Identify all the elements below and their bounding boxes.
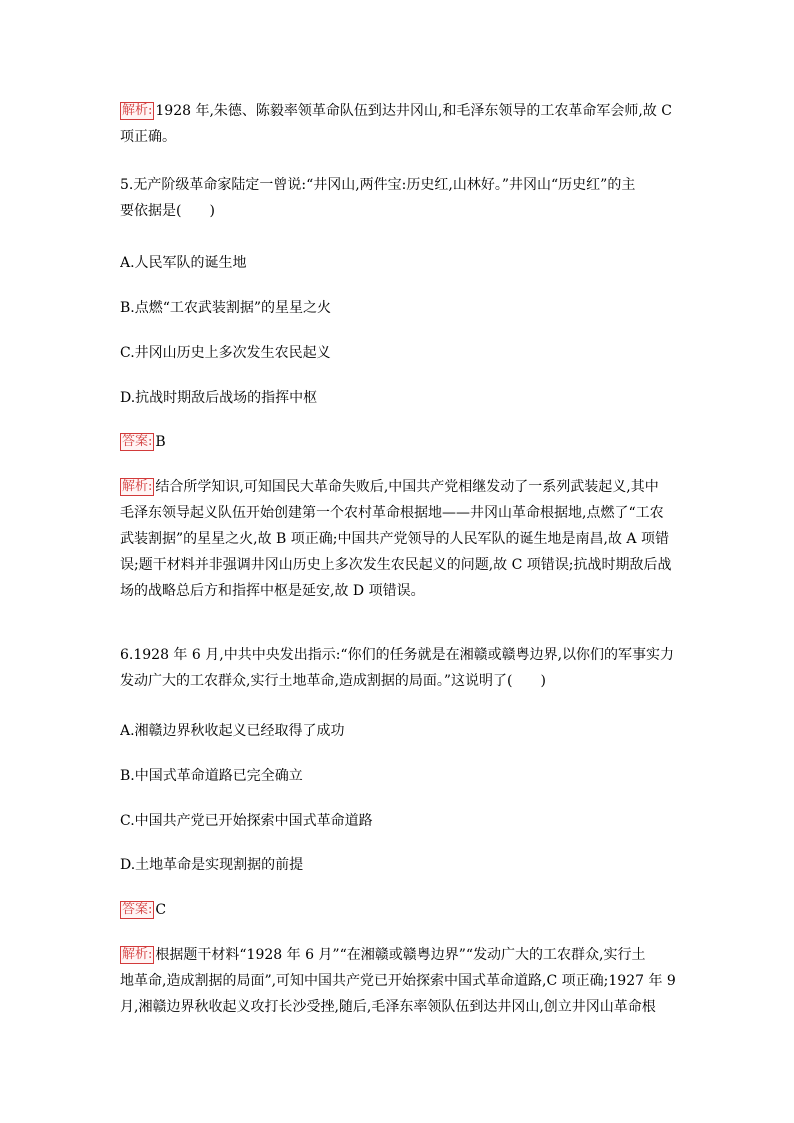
answer-line-q6 (120, 897, 680, 923)
analysis-block-q6 (120, 942, 680, 1020)
option-a: A.湘赣边界秋收起义已经取得了成功 (120, 723, 345, 739)
text-line: 月,湘赣边界秋收起义攻打长沙受挫,随后,毛泽东率领队伍到达井冈山,创立井冈山革命根 (120, 999, 656, 1015)
answer-value: B (155, 434, 166, 450)
option-c: C.井冈山历史上多次发生农民起义 (120, 345, 331, 361)
analysis-tag: 解析: (122, 103, 153, 118)
analysis-block-q5 (120, 474, 680, 604)
text-line: 毛泽东领导起义队伍开始创建第一个农村革命根据地——井冈山革命根据地,点燃了“工农 (120, 505, 664, 521)
text-line: 项正确。 (120, 129, 176, 145)
text-line: 场的战略总后方和指挥中枢是延安,故 D 项错误。 (120, 583, 425, 599)
answer-tag: 答案: (122, 902, 153, 917)
question-5 (120, 172, 680, 224)
analysis-tag: 解析: (122, 479, 153, 494)
question-line: 发动广大的工农群众,实行土地革命,造成割据的局面。”这说明了( ) (120, 673, 546, 689)
option-a: A.人民军队的诞生地 (120, 255, 247, 271)
text-line: 武装割据”的星星之火,故 B 项正确;中国共产党领导的人民军队的诞生地是南昌,故 A 项错 (120, 531, 669, 547)
answer-line-q5 (120, 429, 680, 455)
text-line: 解析: 1928 年,朱德、陈毅率领革命队伍到达井冈山,和毛泽东领导的工农革命军会师,故 C (122, 103, 672, 119)
option-c: C.中国共产党已开始探索中国式革命道路 (120, 813, 373, 829)
question-6 (120, 642, 680, 694)
text-line: 解析: 根据题干材料“1928 年 6 月”“在湘赣或赣粤边界”“发动广大的工农群众,实行土 (122, 947, 646, 963)
answer-tag: 答案: (122, 434, 153, 449)
text-line: 误;题干材料并非强调井冈山历史上多次发生农民起义的问题,故 C 项错误;抗战时期敌后战 (120, 557, 672, 573)
text-line: 地革命,造成割据的局面”,可知中国共产党已开始探索中国式革命道路,C 项正确;1927 年 9 (120, 973, 676, 989)
question-line: 5.无产阶级革命家陆定一曾说:“井冈山,两件宝:历史红,山林好。”井冈山“历史红”的主 (120, 177, 636, 193)
option-b: B.点燃“工农武装割据”的星星之火 (120, 300, 332, 316)
analysis-tag: 解析: (122, 947, 153, 962)
option-d: D.抗战时期敌后战场的指挥中枢 (120, 390, 318, 406)
text-line: 解析: 结合所学知识,可知国民大革命失败后,中国共产党相继发动了一系列武装起义,其中 (122, 479, 659, 495)
question-line: 6.1928 年 6 月,中共中央发出指示:“你们的任务就是在湘赣或赣粤边界,以你们的军事实力 (120, 647, 675, 663)
option-b: B.中国式革命道路已完全确立 (120, 768, 303, 784)
question-line: 要依据是( ) (120, 203, 215, 219)
analysis-block-q4 (120, 98, 680, 150)
answer-value: C (155, 902, 167, 918)
option-d: D.土地革命是实现割据的前提 (120, 857, 304, 873)
